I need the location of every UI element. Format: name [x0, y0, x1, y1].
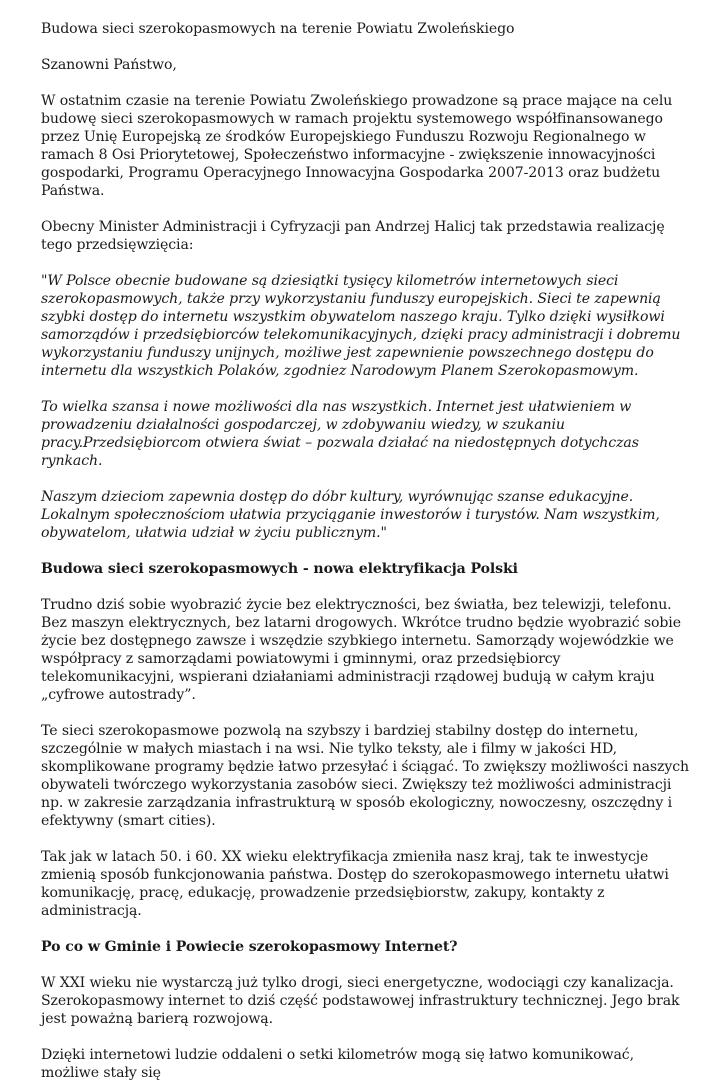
body-paragraph: Te sieci szerokopasmowe pozwolą na szybszy i bardziej stabilny dostęp do internetu, szczególnie w małych miastach i na wsi. Nie tylko teksty, ale i filmy w jakości HD, skomplikowane programy będzie łatwo przesyłać i ściągać. To zwiększy możliwości naszych obywateli twórczego wykorzystania zasobów sieci. Zwiększy też możliwości administracji np. w zakresie zarządzania infrastrukturą w sposób ekologiczny, nowoczesny, oszczędny i efektywny (smart cities).	[41, 723, 690, 829]
document-title: Budowa sieci szerokopasmowych na terenie Powiatu Zwoleńskiego	[41, 21, 515, 37]
body-paragraph: Trudno dziś sobie wyobrazić życie bez elektryczności, bez światła, bez telewizji, telefonu. Bez maszyn elektrycznych, bez latarni drogowych. Wkrótce trudno będzie wyobrazić sobie życie bez dostępnego zawsze i wszędzie szybkiego internetu. Samorządy wojewódzkie we współpracy z samorządami powiatowymi i gminnymi, oraz przedsiębiorcy telekomunikacyjni, wspierani działaniami administracji rządowej budują w całym kraju „cyfrowe autostrady”.	[41, 597, 681, 703]
section-heading-electrification: Budowa sieci szerokopasmowych - nowa elektryfikacja Polski	[41, 561, 518, 577]
intro-paragraph: W ostatnim czasie na terenie Powiatu Zwoleńskiego prowadzone są prace mające na celu budowę sieci szerokopasmowych w ramach projektu systemowego współfinansowanego przez Unię Europejską ze środków Europejskiego Funduszu Rozwoju Regionalnego w ramach 8 Osi Priorytetowej, Społeczeństwo informacyjne - zwiększenie innowacyjności gospodarki, Programu Operacyjnego Innowacyjna Gospodarka 2007-2013 oraz budżetu Państwa.	[41, 93, 673, 199]
salutation: Szanowni Państwo,	[41, 57, 177, 73]
body-paragraph: Dzięki internetowi ludzie oddaleni o setki kilometrów mogą się łatwo komunikować, możliwe stały się	[41, 1047, 634, 1081]
quote-paragraph: "W Polsce obecnie budowane są dziesiątki tysięcy kilometrów internetowych sieci szerokopasmowych, także przy wykorzystaniu funduszy europejskich. Sieci te zapewnią szybki dostęp do internetu wszystkim obywatelom naszego kraju. Tylko dzięki wysiłkowi samorządów i przedsiębiorców telekomunikacyjnych, dzięki pracy administracji i dobremu wykorzystaniu funduszy unijnych, możliwe jest zapewnienie powszechnego dostępu do internetu dla wszystkich Polaków, zgodniez Narodowym Planem Szerokopasmowym.	[41, 273, 681, 379]
minister-intro-paragraph: Obecny Minister Administracji i Cyfryzacji pan Andrzej Halicj tak przedstawia realizację tego przedsięwzięcia:	[41, 219, 665, 253]
quote-paragraph: To wielka szansa i nowe możliwości dla nas wszystkich. Internet jest ułatwieniem w prowadzeniu działalności gospodarczej, w zdobywaniu wiedzy, w szukaniu pracy.Przedsiębiorcom otwiera świat – pozwala działać na niedostępnych dotychczas rynkach.	[41, 399, 639, 469]
body-paragraph: Tak jak w latach 50. i 60. XX wieku elektryfikacja zmieniła nasz kraj, tak te inwestycje zmienią sposób funkcjonowania państwa. Dostęp do szerokopasmowego internetu ułatwi komunikację, pracę, edukację, prowadzenie przedsiębiorstw, zakupy, kontakty z administracją.	[41, 849, 669, 919]
section-heading-why-internet: Po co w Gminie i Powiecie szerokopasmowy Internet?	[41, 939, 458, 955]
body-paragraph: W XXI wieku nie wystarczą już tylko drogi, sieci energetyczne, wodociągi czy kanalizacja. Szerokopasmowy internet to dziś część podstawowej infrastruktury technicznej. Jego brak jest poważną barierą rozwojową.	[41, 975, 680, 1027]
quote-paragraph: Naszym dzieciom zapewnia dostęp do dóbr kultury, wyrównując szanse edukacyjne. Lokalnym społecznościom ułatwia przyciąganie inwestorów i turystów. Nam wszystkim, obywatelom, ułatwia udział w życiu publicznym."	[41, 489, 660, 541]
